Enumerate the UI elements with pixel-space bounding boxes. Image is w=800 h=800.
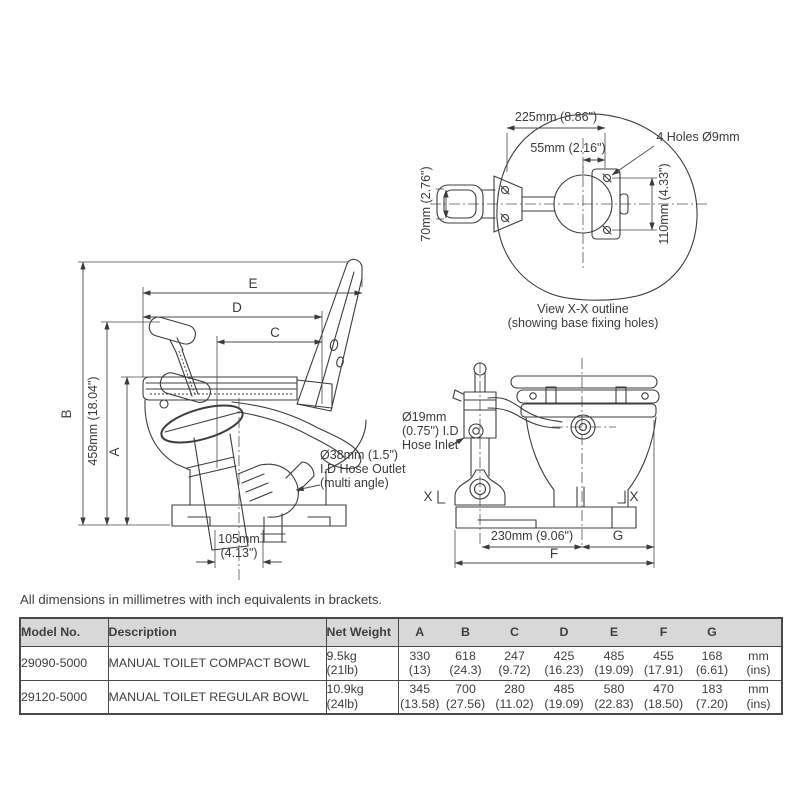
header-description: Description — [108, 618, 326, 646]
inlet-label-line2: (0.75") I.D — [402, 424, 459, 438]
outlet-label-line2: I.D Hose Outlet — [320, 462, 406, 476]
section-mark-left: X — [423, 489, 433, 504]
net-weight-metric: 10.9kg — [326, 682, 364, 697]
header-dim-e: E — [609, 625, 619, 640]
header-dim-b: B — [461, 625, 470, 640]
inlet-label-line3: Hose Inlet — [402, 438, 459, 452]
product-description: MANUAL TOILET REGULAR BOWL — [108, 680, 326, 714]
dim-458mm: 458mm (18.04") — [86, 376, 100, 466]
dim-225mm: 225mm (8.86") — [514, 110, 598, 124]
dim-55mm: 55mm (2.16") — [530, 141, 606, 155]
dim-value-f: 470 (18.50) — [643, 682, 684, 711]
section-mark-right: X — [629, 489, 639, 504]
header-dim-g: G — [707, 625, 717, 640]
dim-c: C — [270, 325, 280, 340]
dim-g: G — [612, 528, 624, 543]
units-cell: mm (ins) — [746, 648, 771, 677]
net-weight — [326, 646, 398, 680]
dim-value-c: 280 (11.02) — [495, 682, 534, 711]
dim-value-b: 618 (24.3) — [449, 648, 482, 677]
header-net-weight: Net Weight — [326, 618, 398, 646]
dim-value-d: 485 (19.09) — [544, 682, 584, 711]
top-view-dimensions — [419, 110, 740, 330]
header-dim-d: D — [559, 625, 569, 640]
model-number: 29120-5000 — [20, 680, 108, 714]
side-view-drawing — [143, 259, 366, 550]
top-view-caption-line2: (showing base fixing holes) — [507, 316, 659, 330]
header-model: Model No. — [20, 618, 108, 646]
header-dim-c: C — [510, 625, 519, 640]
front-view-drawing — [453, 358, 659, 547]
dim-value-f: 455 (17.91) — [643, 648, 684, 677]
net-weight-imperial: (21lb) — [326, 663, 359, 677]
net-weight — [326, 680, 398, 714]
dim-d: D — [232, 300, 242, 315]
dim-value-d: 425 (16.23) — [544, 648, 584, 677]
dim-value-a: 330 (13) — [408, 648, 431, 677]
header-dim-a: A — [415, 625, 425, 640]
dim-value-a: 345 (13.58) — [400, 682, 440, 711]
dim-e: E — [248, 276, 258, 291]
dim-value-c: 247 (9.72) — [498, 648, 531, 677]
product-description: MANUAL TOILET COMPACT BOWL — [108, 646, 326, 680]
header-dim-f: F — [659, 625, 668, 640]
dim-105mm: 105mm — [218, 532, 260, 546]
dim-value-e: 485 (19.09) — [594, 648, 634, 677]
table-row — [20, 646, 782, 680]
dim-value-g: 168 (6.61) — [695, 648, 729, 677]
dim-70mm: 70mm (2.76") — [419, 166, 433, 242]
net-weight-metric: 9.5kg — [326, 648, 357, 663]
dim-110mm: 110mm (4.33") — [657, 163, 671, 245]
dim-230mm: 230mm (9.06") — [490, 529, 574, 543]
header-units — [736, 618, 782, 646]
outlet-label-line3: (multi angle) — [320, 476, 389, 490]
dimensions-note: All dimensions in millimetres with inch equivalents in brackets. — [20, 592, 383, 607]
net-weight-imperial: (24lb) — [326, 696, 359, 711]
dim-value-g: 183 (7.20) — [695, 682, 729, 711]
front-view-dimensions — [402, 410, 654, 568]
table-header-row — [20, 618, 782, 646]
dimensions-table — [19, 617, 783, 715]
inlet-label-line1: Ø19mm — [402, 410, 447, 424]
dim-105mm-in: (4.13") — [220, 546, 258, 560]
dim-b: B — [59, 409, 74, 419]
top-view-caption-line1: View X-X outline — [537, 302, 629, 316]
holes-note: 4 Holes Ø9mm — [656, 130, 740, 144]
dim-a: A — [107, 447, 122, 457]
dim-value-b: 700 (27.56) — [445, 682, 486, 711]
outlet-label-line1: Ø38mm (1.5") — [320, 448, 399, 462]
dim-value-e: 580 (22.83) — [594, 682, 634, 711]
table-row — [20, 680, 782, 714]
side-view-dimensions — [59, 262, 406, 580]
units-cell: mm (ins) — [746, 682, 771, 711]
model-number: 29090-5000 — [20, 646, 108, 680]
dim-f: F — [549, 546, 559, 561]
